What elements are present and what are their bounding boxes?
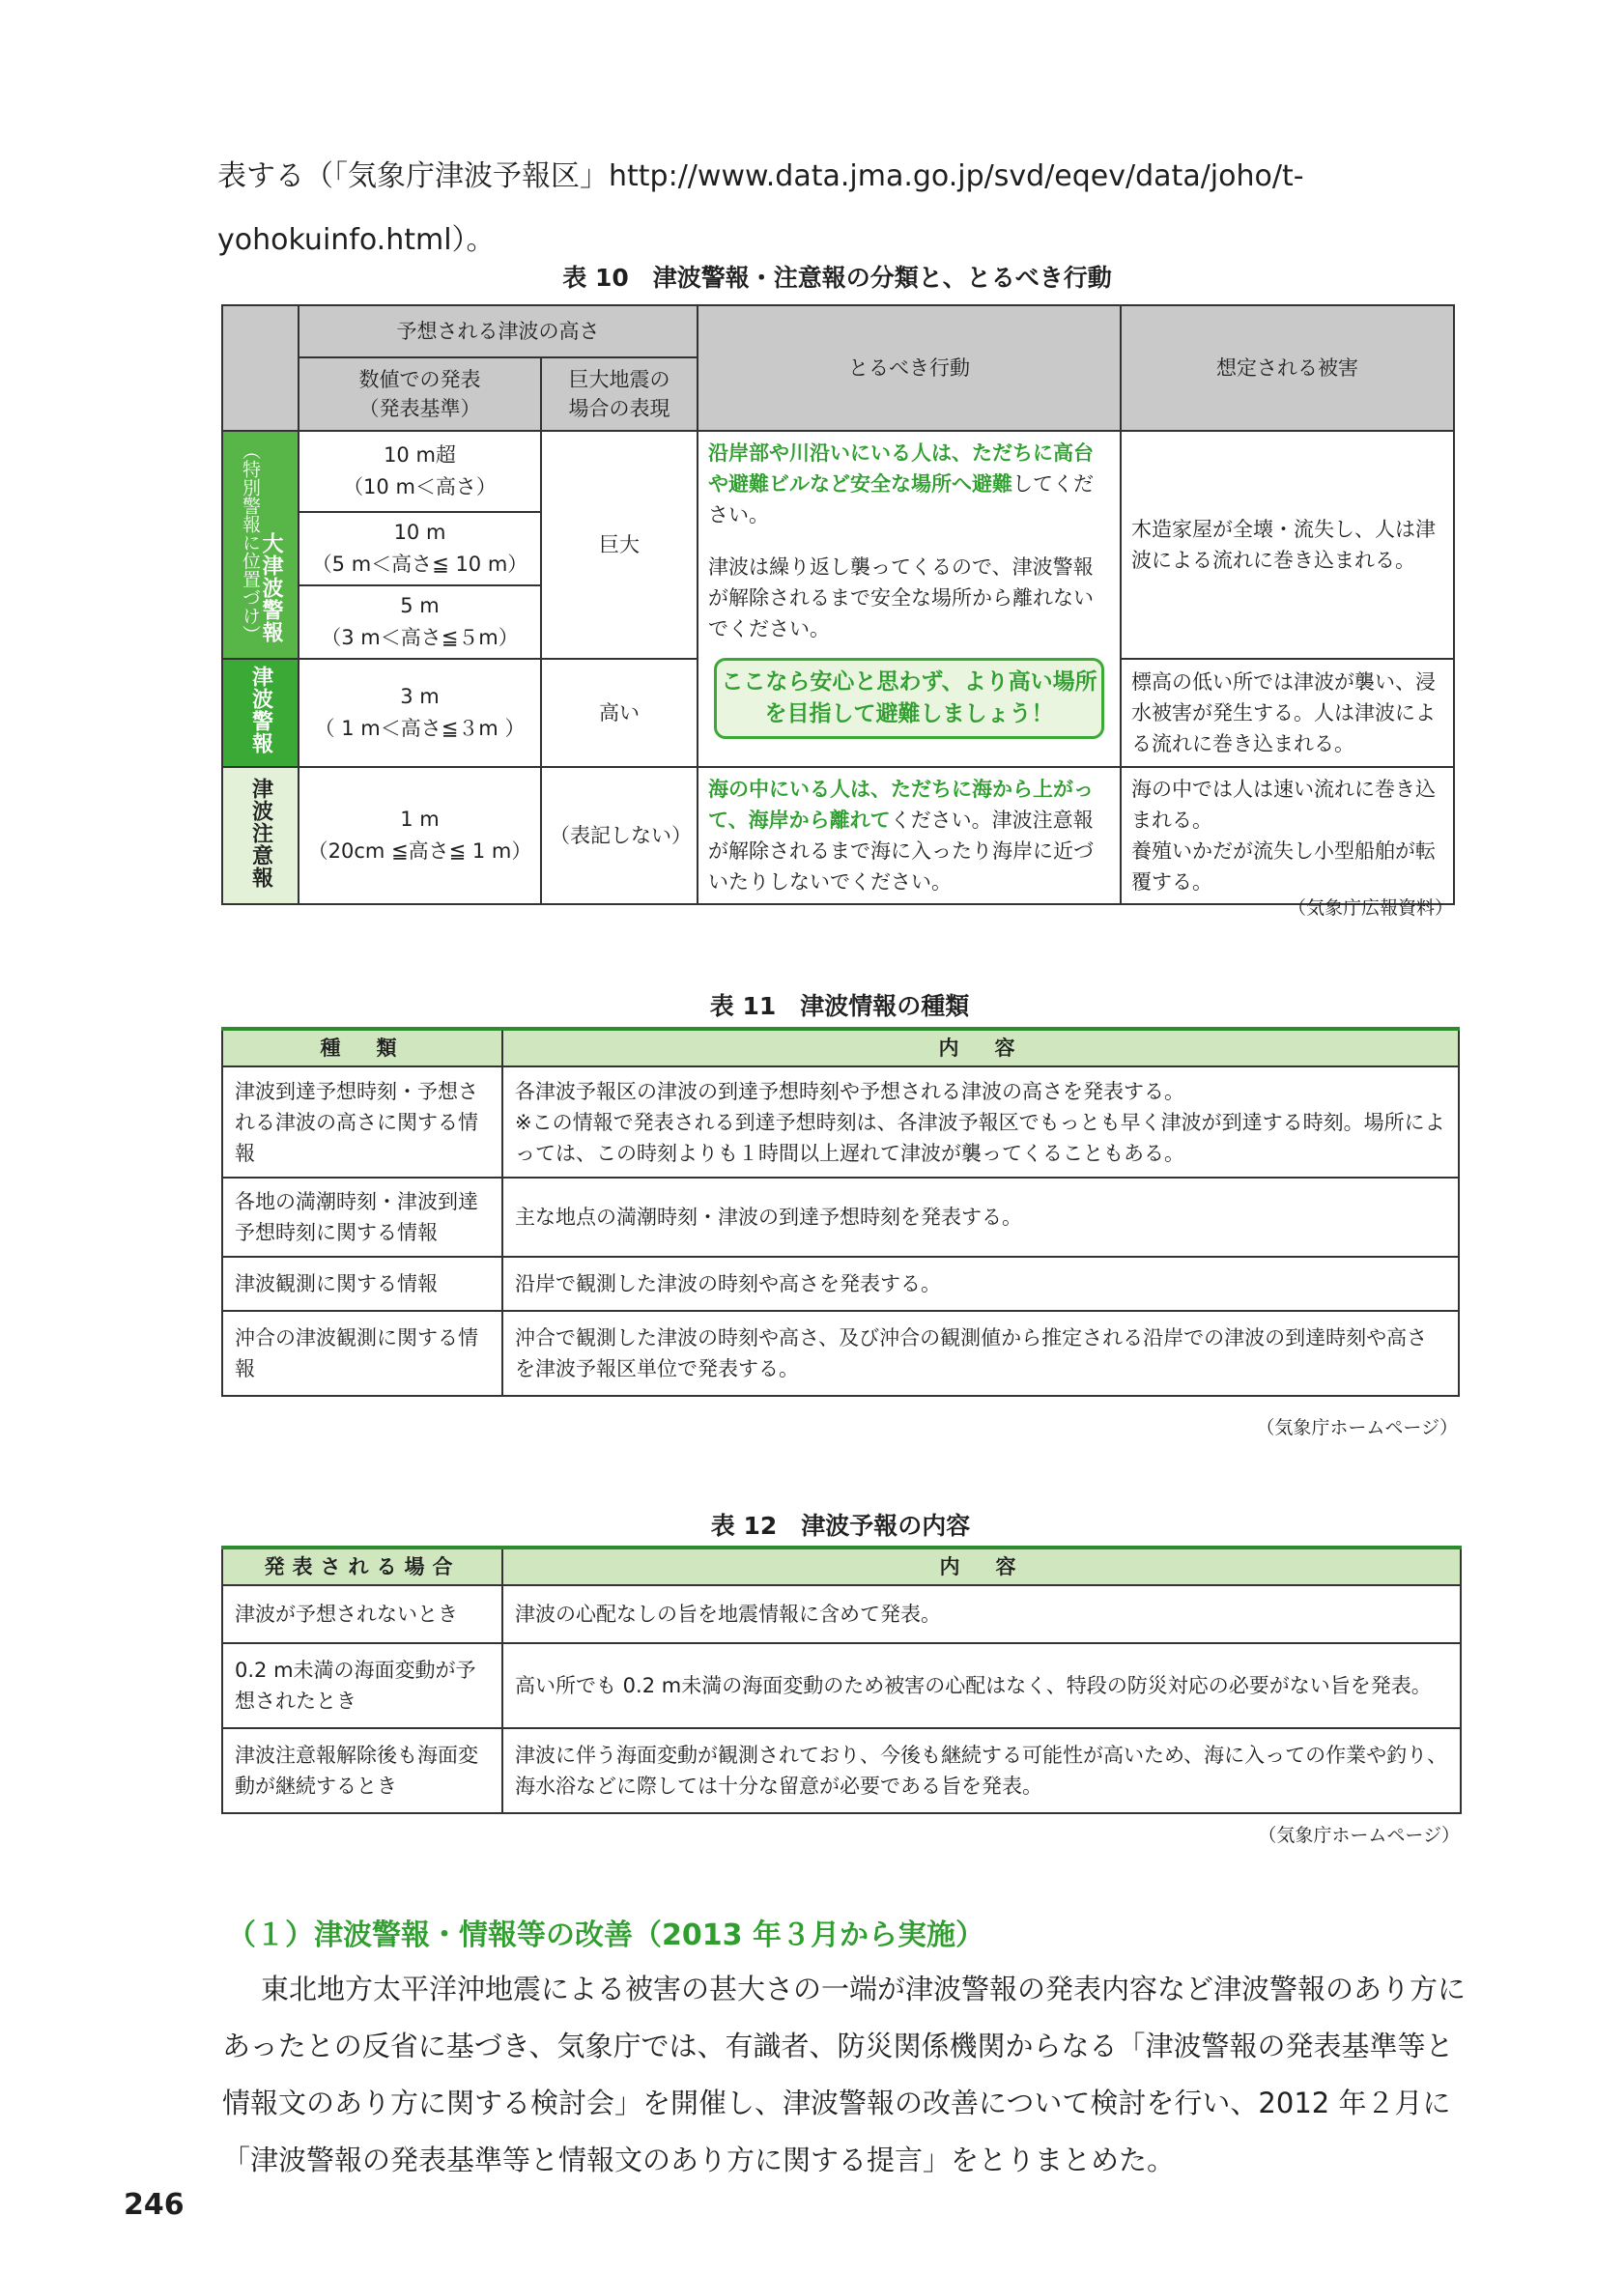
table-row: 津波注意報解除後も海面変動が継続するとき — [222, 1728, 502, 1813]
height-group-header: 予想される津波の高さ — [299, 305, 698, 357]
major-warning-label — [222, 431, 299, 659]
action-header: とるべき行動 — [698, 305, 1121, 431]
major-row-3: 5 m （3 m＜高さ≦５m） — [299, 585, 541, 659]
table12-header-case: 発表される場合 — [222, 1548, 502, 1585]
table10-corner — [222, 305, 299, 431]
intro-paragraph: 表する（「気象庁津波予報区」http://www.data.jma.go.jp/svd/eqev/data/joho/t-yohokuinfo.html）。 — [217, 159, 1304, 257]
warning-label: 津波警報 — [222, 659, 299, 767]
numeric-header: 数値での発表 （発表基準） — [299, 357, 541, 431]
huge-quake-header: 巨大地震の 場合の表現 — [541, 357, 698, 431]
table12-caption: 表 12 津波予報の内容 — [710, 1512, 971, 1540]
table10-source: （気象庁広報資料） — [1287, 897, 1453, 919]
action-upper-green: 沿岸部や川沿いにいる人は、ただちに高台や避難ビルなど安全な場所へ避難 — [708, 441, 1094, 496]
table-row: 沖合の津波観測に関する情報 — [222, 1311, 502, 1396]
table-row: 津波が予想されないとき — [222, 1585, 502, 1643]
major-damage: 木造家屋が全壊・流失し、人は津波による流れに巻き込まれる。 — [1121, 431, 1454, 659]
table-row: 各津波予報区の津波の到達予想時刻や予想される津波の高さを発表する。 ※この情報で発表される到達予想時刻は、各津波予報区でもっとも早く津波が到達する時刻。場所によっては、この時刻よりも１時間以上遅れて津波が襲ってくることもある。 — [502, 1066, 1459, 1178]
table-row: 津波到達予想時刻・予想される津波の高さに関する情報 — [222, 1066, 502, 1178]
major-row-2: 10 m （5 m＜高さ≦ 10 m） — [299, 512, 541, 585]
section-body: 東北地方太平洋沖地震による被害の甚大さの一端が津波警報の発表内容など津波警報のあり方にあったとの反省に基づき、気象庁では、有識者、防災関係機関からなる「津波警報の発表基準等と情報文のあり方に関する検討会」を開催し、津波警報の改善について検討を行い、2012 年２月に「津波警報の発表基準等と情報文のあり方に関する提言」をとりまとめた。 — [222, 1973, 1467, 2176]
table10-caption: 表 10 津波警報・注意報の分類と、とるべき行動 — [562, 264, 1112, 292]
section-heading: （１）津波警報・情報等の改善（2013 年３月から実施） — [227, 1918, 984, 1952]
table11-header-content: 内 容 — [502, 1029, 1459, 1066]
table12-source: （気象庁ホームページ） — [1258, 1825, 1460, 1846]
table-row: 津波観測に関する情報 — [222, 1257, 502, 1311]
damage-header: 想定される被害 — [1121, 305, 1454, 431]
warning-row: 3 m （ 1 m＜高さ≦３m ） — [299, 659, 541, 767]
tsunami-info-table — [221, 1027, 1460, 1397]
warning-damage: 標高の低い所では津波が襲い、浸水被害が発生する。人は津波による流れに巻き込まれる。 — [1121, 659, 1454, 767]
tsunami-warning-table — [221, 304, 1455, 905]
advisory-damage: 海の中では人は速い流れに巻き込まれる。 養殖いかだが流失し小型船舶が転覆する。 — [1121, 767, 1454, 904]
major-expression: 巨大 — [541, 431, 698, 659]
advisory-expression: （表記しない） — [541, 767, 698, 904]
advisory-action — [698, 767, 1121, 904]
action-upper-normal: してください。 — [708, 472, 1094, 526]
table-row: 各地の満潮時刻・津波到達予想時刻に関する情報 — [222, 1178, 502, 1257]
warning-expression: 高い — [541, 659, 698, 767]
table-row: 沖合で観測した津波の時刻や高さ、及び沖合の観測値から推定される沿岸での津波の到達時刻や高さを津波予報区単位で発表する。 — [502, 1311, 1459, 1396]
action-upper-para2: 津波は繰り返し襲ってくるので、津波警報が解除されるまで安全な場所から離れないでください。 — [708, 555, 1094, 640]
table11-header-type: 種 類 — [222, 1029, 502, 1066]
table-row: 沿岸で観測した津波の時刻や高さを発表する。 — [502, 1257, 1459, 1311]
table11-source: （気象庁ホームページ） — [1256, 1417, 1458, 1438]
major-row-1: 10 m超 （10 m＜高さ） — [299, 431, 541, 512]
advisory-label: 津波注意報 — [222, 767, 299, 904]
table-row: 津波の心配なしの旨を地震情報に含めて発表。 — [502, 1585, 1461, 1643]
major-warning-sublabel: （特別警報に位置づけ） — [239, 440, 261, 643]
table-row: 津波に伴う海面変動が観測されており、今後も継続する可能性が高いため、海に入っての作業や釣り、海水浴などに際しては十分な留意が必要である旨を発表。 — [502, 1728, 1461, 1813]
action-upper-cell — [698, 431, 1121, 767]
table12-header-content: 内 容 — [502, 1548, 1461, 1585]
advisory-action-normal: ください。津波注意報が解除されるまで海に入ったり海岸に近づいたりしないでください。 — [708, 809, 1094, 894]
table11-caption: 表 11 津波情報の種類 — [709, 992, 970, 1020]
major-warning-mainlabel: 大津波警報 — [258, 531, 283, 643]
table-row: 0.2 m未満の海面変動が予想されたとき — [222, 1643, 502, 1728]
table-row: 主な地点の満潮時刻・津波の到達予想時刻を発表する。 — [502, 1178, 1459, 1257]
advisory-action-green: 海の中にいる人は、ただちに海から上がって、海岸から離れて — [708, 778, 1094, 832]
page-number: 246 — [124, 2188, 185, 2222]
advisory-row: 1 m （20cm ≦高さ≦ 1 m） — [299, 767, 541, 904]
evacuation-callout: ここなら安心と思わず、より高い場所を目指して避難しましょう！ — [714, 658, 1104, 739]
tsunami-forecast-table — [221, 1546, 1462, 1814]
table-row: 高い所でも 0.2 m未満の海面変動のため被害の心配はなく、特段の防災対応の必要がない旨を発表。 — [502, 1643, 1461, 1728]
